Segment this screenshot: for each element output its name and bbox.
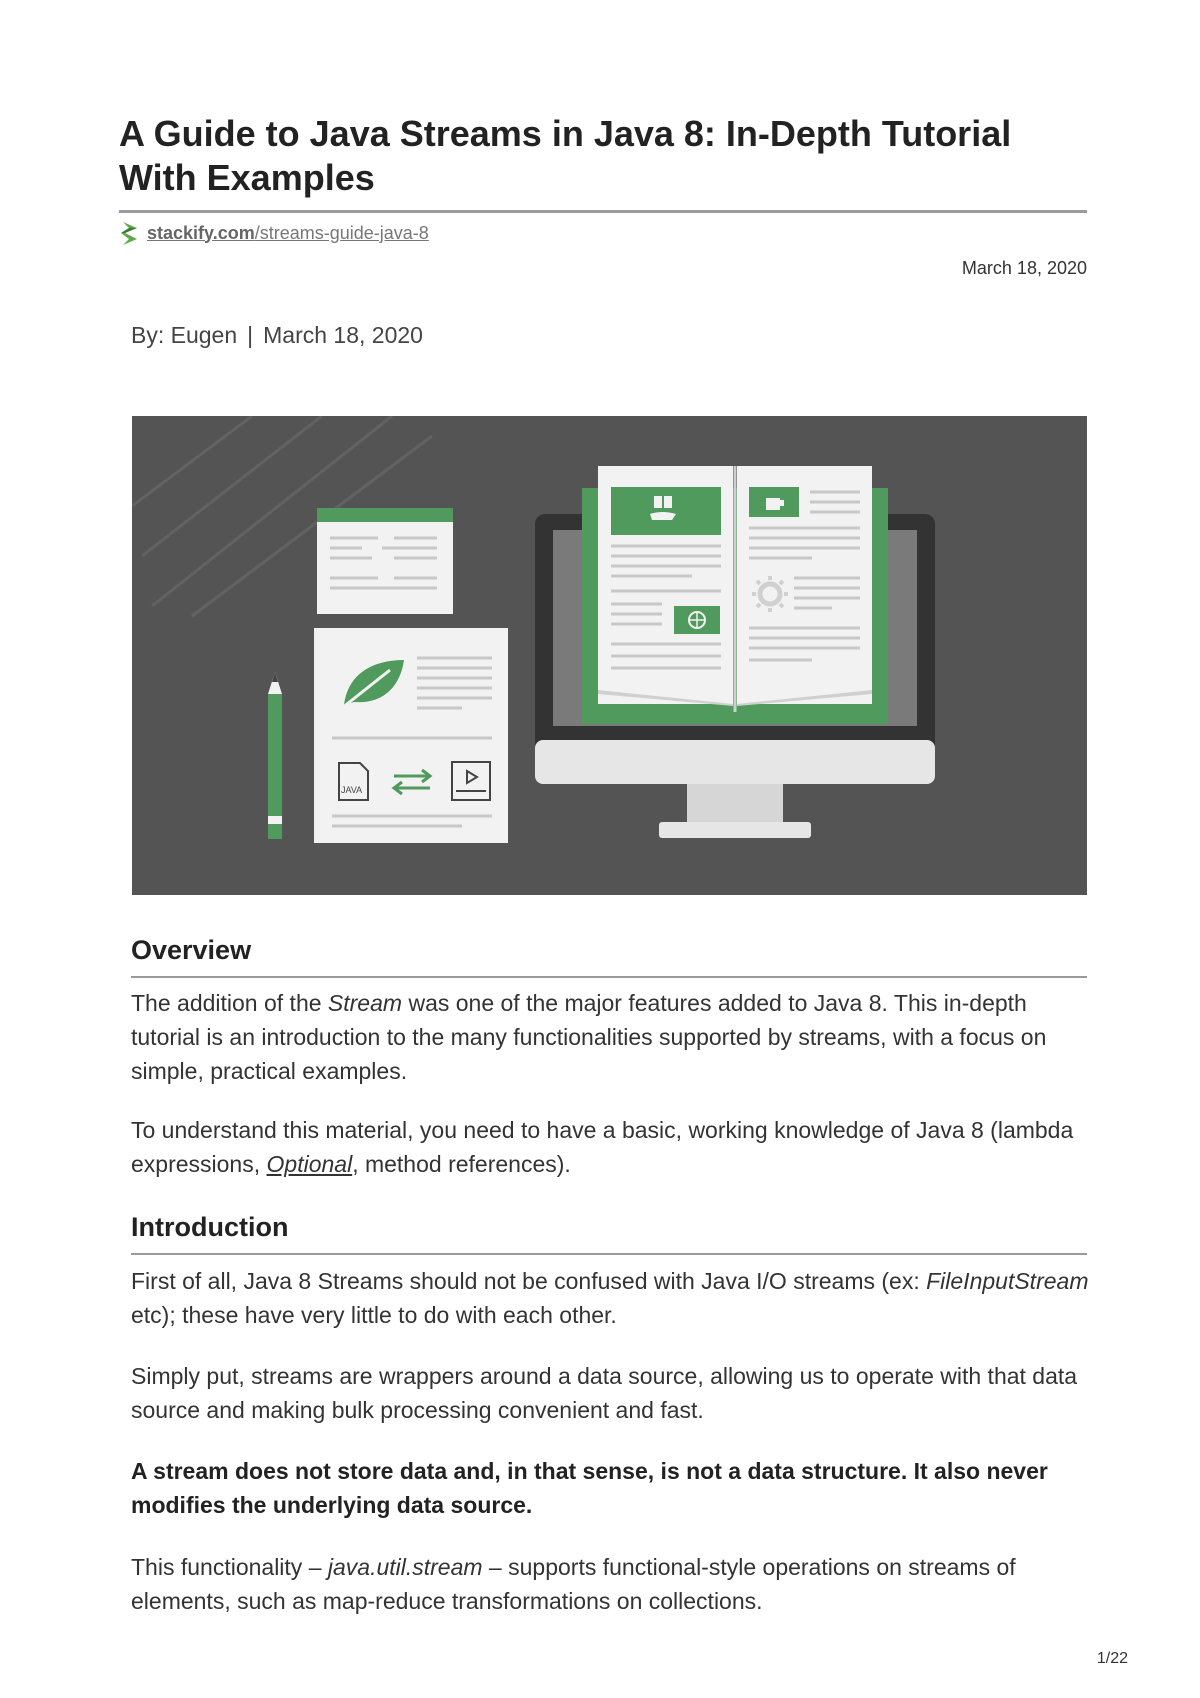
fileinputstream-term: FileInputStream: [926, 1268, 1089, 1294]
page-number: 1/22: [1096, 1650, 1128, 1667]
capture-date: March 18, 2020: [961, 258, 1087, 278]
section-heading-overview: Overview: [131, 935, 252, 965]
svg-text:JAVA: JAVA: [341, 785, 363, 795]
note-card: [317, 508, 453, 614]
byline-date: March 18, 2020: [263, 322, 423, 348]
section-heading-introduction: Introduction: [131, 1212, 289, 1242]
hero-image: [132, 416, 1087, 895]
byline-separator: |: [247, 322, 254, 348]
introduction-paragraph-2: Simply put, streams are wrappers around a data source, allowing us to operate with that data source and making bulk processing convenient and fast.: [131, 1363, 1078, 1423]
introduction-paragraph-1: First of all, Java 8 Streams should not be confused with Java I/O streams (ex: FileInputStream etc); these have very little to do with each other.: [131, 1268, 1089, 1328]
source-link[interactable]: [147, 223, 429, 244]
section-divider: [131, 1253, 1087, 1255]
open-book: [582, 466, 888, 724]
optional-link[interactable]: Optional: [266, 1151, 353, 1177]
section-divider: [131, 976, 1087, 978]
article-title: A Guide to Java Streams in Java 8: In-Depth Tutorial With Examples: [119, 113, 1012, 198]
source-link-row: [119, 220, 429, 246]
overview-paragraph-2: To understand this material, you need to have a basic, working knowledge of Java 8 (lambda expressions, Optional, method references).: [131, 1117, 1074, 1177]
byline: [131, 322, 423, 349]
stream-term: Stream: [327, 990, 403, 1016]
stackify-logo-icon: [119, 220, 141, 246]
byline-author: By: Eugen: [131, 322, 238, 348]
pencil-icon: [268, 672, 282, 839]
introduction-paragraph-4: This functionality – java.util.stream – supports functional-style operations on streams of elements, such as map-reduce transformations on collections.: [131, 1554, 1016, 1614]
java-util-stream-term: java.util.stream: [327, 1554, 483, 1580]
java-document: [314, 628, 508, 843]
book-monitor-java-illustration: [132, 416, 1087, 895]
overview-paragraph-1: The addition of the Stream was one of the major features added to Java 8. This in-depth tutorial is an introduction to the many functionalities supported by streams, with a focus on simple, practical examples.: [131, 990, 1047, 1084]
title-divider: [119, 210, 1087, 213]
introduction-paragraph-3: A stream does not store data and, in that sense, is not a data structure. It also never modifies the underlying data source.: [131, 1458, 1048, 1518]
source-domain: stackify.com: [147, 222, 255, 243]
source-path: /streams-guide-java-8: [254, 222, 429, 243]
